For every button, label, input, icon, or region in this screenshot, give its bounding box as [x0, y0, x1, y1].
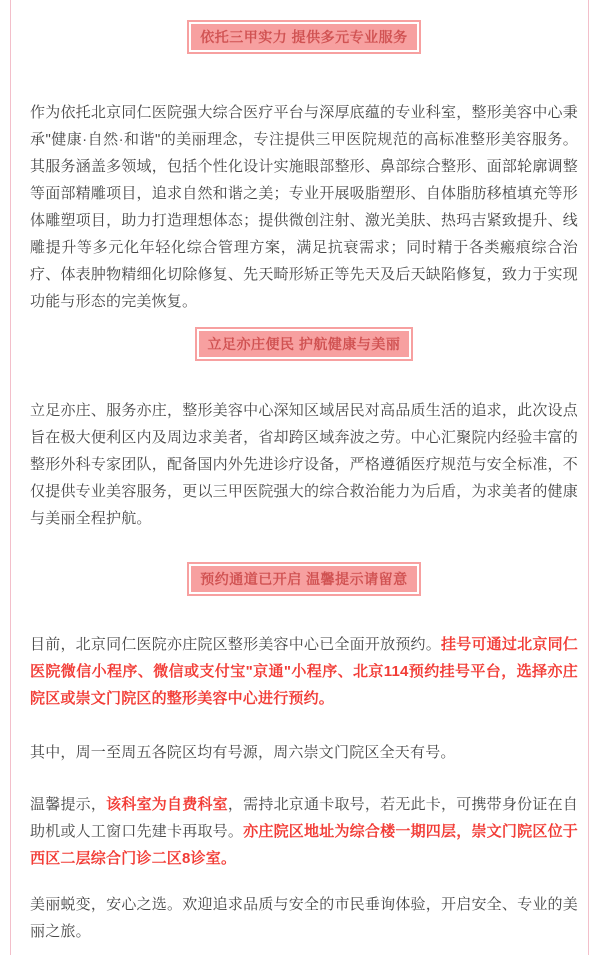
- text-run: ，需持北京通卡取号，若无此卡，可携带身份证在自助机或人工窗口先建卡再取号。: [30, 796, 578, 840]
- text-run: 美丽蜕变，安心之选。欢迎追求品质与安全的市民垂询体验，开启安全、专业的美丽之旅。: [30, 896, 578, 940]
- text-run-highlight: 挂号可通过北京同仁医院微信小程序、微信或支付宝"京通"小程序、北京114预约挂号平台，选择亦庄院区或崇文门院区的整形美容中心进行预约。: [30, 636, 578, 707]
- paragraph-tips: [30, 791, 578, 872]
- paragraph-services: [30, 99, 578, 315]
- text-run-highlight: 亦庄院区地址为综合楼一期四层，崇文门院区位于西区二层综合门诊二区8诊室。: [30, 823, 578, 867]
- text-run: 其中，周一至周五各院区均有号源，周六崇文门院区全天有号。: [30, 744, 456, 761]
- paragraph-schedule: [30, 739, 578, 766]
- paragraph-location: [30, 397, 578, 532]
- paragraph-closing: [30, 891, 578, 945]
- paragraph-booking-channels: [30, 631, 578, 712]
- text-run: 温馨提示，: [30, 796, 107, 813]
- section-badge-location: 立足亦庄便民 护航健康与美丽: [195, 327, 414, 361]
- right-border-line: [588, 0, 589, 955]
- section-badge-services: 依托三甲实力 提供多元专业服务: [187, 20, 420, 54]
- text-run: 作为依托北京同仁医院强大综合医疗平台与深厚底蕴的专业科室，整形美容中心秉承"健康·自然·和谐"的美丽理念，专注提供三甲医院规范的高标准整形美容服务。其服务涵盖多领域，包括个性化设计实施眼部整形、鼻部综合整形、面部轮廓调整等面部精雕项目，追求自然和谐之美；专业开展吸脂塑形、自体脂肪移植填充等形体雕塑项目，助力打造理想体态；提供微创注射、激光美肤、热玛吉紧致提升、线雕提升等多元化年轻化综合管理方案，满足抗衰需求；同时精于各类瘢痕综合治疗、体表肿物精细化切除修复、先天畸形矫正等先天及后天缺陷修复，致力于实现功能与形态的完美恢复。: [30, 104, 578, 310]
- left-border-line: [10, 0, 11, 955]
- text-run-highlight: 该科室为自费科室: [106, 796, 228, 813]
- section-heading-row-booking: [30, 562, 578, 596]
- section-badge-booking: 预约通道已开启 温馨提示请留意: [187, 562, 420, 596]
- text-run: 立足亦庄、服务亦庄，整形美容中心深知区域居民对高品质生活的追求，此次设点旨在极大便利区内及周边求美者，省却跨区域奔波之劳。中心汇聚院内经验丰富的整形外科专家团队，配备国内外先进诊疗设备，严格遵循医疗规范与安全标准，不仅提供专业美容服务，更以三甲医院强大的综合救治能力为后盾，为求美者的健康与美丽全程护航。: [30, 402, 578, 527]
- section-heading-row-services: [30, 20, 578, 54]
- text-run: 目前，北京同仁医院亦庄院区整形美容中心已全面开放预约。: [30, 636, 442, 653]
- section-heading-row-location: [30, 327, 578, 361]
